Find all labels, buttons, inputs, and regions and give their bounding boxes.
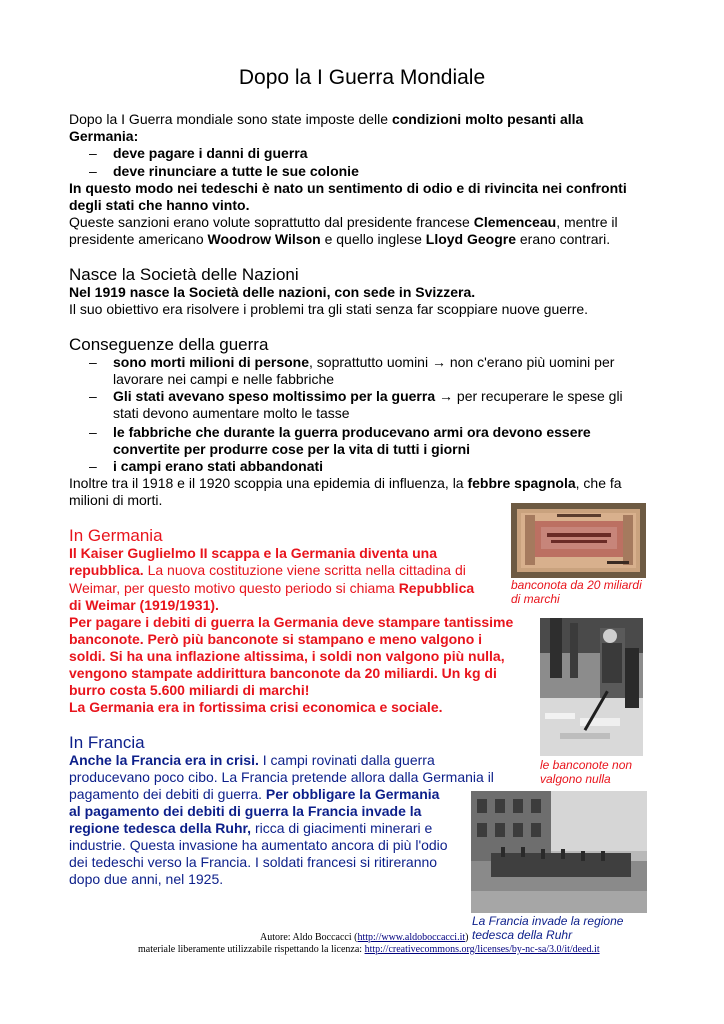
caption-ruhr-2: tedesca della Ruhr (472, 928, 573, 942)
caption-banknote-1: banconota da 20 miliardi (511, 578, 642, 592)
section-heading-conseguenze: Conseguenze della guerra (69, 335, 269, 354)
ruhr-invasion-photo (471, 791, 647, 913)
list-item-text: sono morti milioni di persone, soprattutto uomini → non c'erano più uomini per (113, 354, 615, 370)
intro-line-1: Dopo la I Guerra mondiale sono state imposte delle condizioni molto pesanti alla (69, 111, 584, 127)
section-heading-francia: In Francia (69, 733, 145, 752)
list-item: – (89, 458, 97, 474)
footer-license: materiale liberamente utilizzabile rispettando la licenza: http://creativecommons.org/licenses/by-nc-sa/3.0/it/deed.it (138, 944, 600, 955)
francia-line-7: dei tedeschi verso la Francia. I soldati francesi si ritireranno (69, 854, 438, 870)
list-item-text: Gli stati avevano speso moltissimo per la guerra → per recuperare le spese gli (113, 388, 623, 404)
caption-worthless-1: le banconote non (540, 758, 633, 772)
francia-line-5: regione tedesca della Ruhr, ricca di giacimenti minerari e (69, 820, 433, 836)
list-item-text: stati devono aumentare molto le tasse (113, 405, 350, 421)
list-item: – (89, 354, 97, 370)
list-item-text: le fabbriche che durante la guerra producevano armi ora devono essere (113, 424, 591, 440)
section-heading-germania: In Germania (69, 526, 163, 545)
francia-line-2: producevano poco cibo. La Francia pretende allora dalla Germania il (69, 769, 494, 785)
germania-line-10: La Germania era in fortissima crisi economica e sociale. (69, 699, 443, 715)
societa-line-1: Nel 1919 nasce la Società delle nazioni, con sede in Svizzera. (69, 284, 476, 300)
banknote-photo (511, 503, 646, 578)
caption-banknote-2: di marchi (511, 592, 560, 606)
societa-line-2: Il suo obiettivo era risolvere i problemi tra gli stati senza far scoppiare nuove guerre. (69, 301, 589, 317)
germania-line-9: burro costa 5.600 miliardi di marchi! (69, 682, 310, 698)
germania-line-1: Il Kaiser Guglielmo II scappa e la Germania diventa una (69, 545, 438, 561)
germania-line-8: vengono stampate addirittura banconote da 20 miliardi. Un kg di (69, 665, 497, 681)
section-heading-societa: Nasce la Società delle Nazioni (69, 265, 299, 284)
author-link[interactable]: http://www.aldoboccacci.it (357, 932, 466, 943)
license-link[interactable]: http://creativecommons.org/licenses/by-nc-sa/3.0/it/deed.it (364, 944, 600, 955)
francia-line-8: dopo due anni, nel 1925. (69, 871, 224, 887)
intro-line-4: degli stati che hanno vinto. (69, 197, 250, 213)
list-item: – (89, 388, 97, 404)
germania-line-6: banconote. Però più banconote si stampano e meno valgono i (69, 631, 483, 647)
francia-line-1: Anche la Francia era in crisi. I campi rovinati dalla guerra (69, 752, 435, 768)
germania-line-7: soldi. Si ha una inflazione altissima, i soldi non valgono più nulla, (69, 648, 505, 664)
intro-line-3: In questo modo nei tedeschi è nato un sentimento di odio e di rivincita nei confronti (69, 180, 627, 196)
worthless-banknotes-photo (540, 618, 643, 756)
list-item: – (89, 424, 97, 440)
francia-line-4: al pagamento dei debiti di guerra la Francia invade la (69, 803, 422, 819)
page-title: Dopo la I Guerra Mondiale (238, 66, 486, 89)
francia-line-6: industrie. Questa invasione ha aumentato ancora di più l'odio (69, 837, 448, 853)
intro-line-6: presidente americano Woodrow Wilson e quello inglese Lloyd Geogre erano contrari. (69, 231, 611, 247)
footer-author: Autore: Aldo Boccacci (http://www.aldoboccacci.it) (260, 932, 469, 943)
francia-line-3: pagamento dei debiti di guerra. Per obbligare la Germania (69, 786, 440, 802)
conseguenze-line-2: milioni di morti. (69, 492, 163, 508)
conseguenze-line-1: Inoltre tra il 1918 e il 1920 scoppia una epidemia di influenza, la febbre spagnola, che fa (69, 475, 622, 491)
intro-line-2: Germania: (69, 128, 139, 144)
caption-ruhr-1: La Francia invade la regione (472, 914, 624, 928)
germania-line-2: repubblica. La nuova costituzione viene scritta nella cittadina di (69, 562, 466, 578)
germania-line-4: di Weimar (1919/1931). (69, 597, 219, 613)
germania-line-3: Weimar, per questo motivo questo periodo si chiama Repubblica (69, 580, 475, 596)
list-item-text: i campi erano stati abbandonati (113, 458, 324, 474)
list-item-text: lavorare nei campi e nelle fabbriche (113, 371, 335, 387)
germania-line-5: Per pagare i debiti di guerra la Germania deve stampare tantissime (69, 614, 514, 630)
list-item-text: convertite per produrre cose per la vita di tutti i giorni (113, 441, 471, 457)
caption-worthless-2: valgono nulla (540, 772, 611, 786)
intro-line-5: Queste sanzioni erano volute soprattutto dal presidente francese Clemenceau, mentre il (69, 214, 618, 230)
